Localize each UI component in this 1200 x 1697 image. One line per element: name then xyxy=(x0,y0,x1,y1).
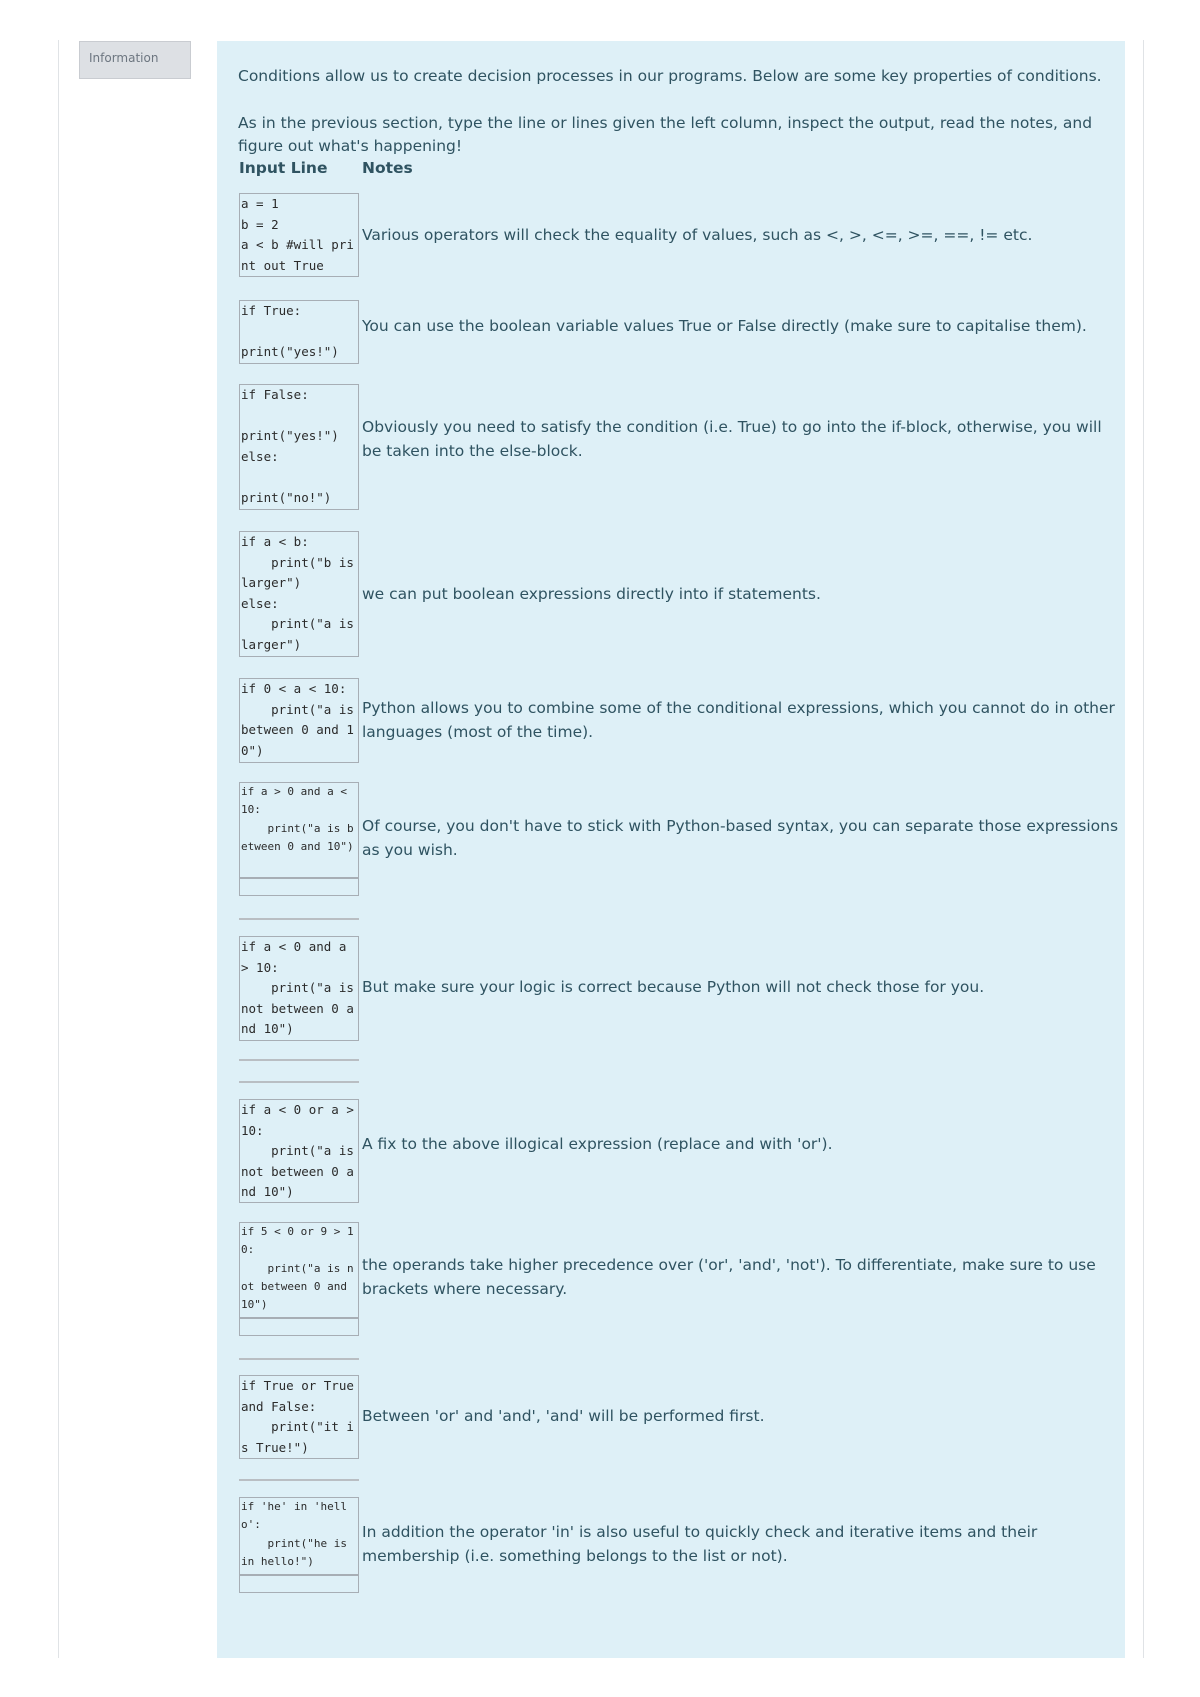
code-block-7: if a < 0 and a > 10: print("a is not between 0 and 10") xyxy=(239,936,359,1041)
notes-header: Notes xyxy=(362,159,413,177)
code-block-10: if True or True and False: print("it is True!") xyxy=(239,1375,359,1459)
note-6: Of course, you don't have to stick with Python-based syntax, you can separate those expressions as you wish. xyxy=(362,817,1119,859)
empty-output-box-9 xyxy=(239,1318,359,1336)
divider-7a xyxy=(239,1059,359,1061)
code-block-5: if 0 < a < 10: print("a is between 0 and 10") xyxy=(239,678,359,763)
note-8: A fix to the above illogical expression (replace and with 'or'). xyxy=(362,1135,833,1153)
note-5: Python allows you to combine some of the conditional expressions, which you cannot do in other languages (most of the time). xyxy=(362,699,1115,741)
note-11: In addition the operator 'in' is also useful to quickly check and iterative items and their membership (i.e. something belongs to the list or not). xyxy=(362,1523,1038,1565)
note-1: Various operators will check the equality of values, such as <, >, <=, >=, ==, != etc. xyxy=(362,226,1033,244)
code-block-9: if 5 < 0 or 9 > 10: print("a is not between 0 and 10") xyxy=(239,1222,359,1318)
note-10: Between 'or' and 'and', 'and' will be performed first. xyxy=(362,1407,765,1425)
input-line-header: Input Line xyxy=(239,159,328,177)
information-label: Information xyxy=(79,41,191,79)
note-7: But make sure your logic is correct because Python will not check those for you. xyxy=(362,978,985,996)
code-block-6: if a > 0 and a < 10: print("a is between 0 and 10") xyxy=(239,782,359,878)
note-2: You can use the boolean variable values True or False directly (make sure to capitalise them). xyxy=(362,317,1087,335)
note-3: Obviously you need to satisfy the condition (i.e. True) to go into the if-block, otherwise, you will be taken into the else-block. xyxy=(362,418,1102,460)
code-block-8: if a < 0 or a > 10: print("a is not between 0 and 10") xyxy=(239,1099,359,1203)
code-block-11: if 'he' in 'hello': print("he is in hello!") xyxy=(239,1497,359,1575)
frame-right-border xyxy=(1143,40,1144,1658)
content-panel xyxy=(217,41,1125,1658)
empty-output-box-6 xyxy=(239,878,359,896)
intro-text: Conditions allow us to create decision processes in our programs. Below are some key properties of conditions. xyxy=(238,67,1102,85)
instructions-text: As in the previous section, type the line or lines given the left column, inspect the output, read the notes, and figure out what's happening! xyxy=(238,114,1093,155)
code-block-3: if False: print("yes!") else: print("no!") xyxy=(239,384,359,510)
divider-9 xyxy=(239,1358,359,1360)
code-block-2: if True: print("yes!") xyxy=(239,300,359,364)
code-block-1: a = 1 b = 2 a < b #will print out True xyxy=(239,193,359,277)
empty-output-box-11 xyxy=(239,1575,359,1593)
note-4: we can put boolean expressions directly into if statements. xyxy=(362,585,821,603)
code-block-4: if a < b: print("b is larger") else: print("a is larger") xyxy=(239,531,359,657)
divider-6 xyxy=(239,918,359,920)
divider-10 xyxy=(239,1479,359,1481)
note-9: the operands take higher precedence over ('or', 'and', 'not'). To differentiate, make sure to use brackets where necessary. xyxy=(362,1256,1096,1298)
divider-7b xyxy=(239,1081,359,1083)
frame-left-border xyxy=(58,40,59,1658)
